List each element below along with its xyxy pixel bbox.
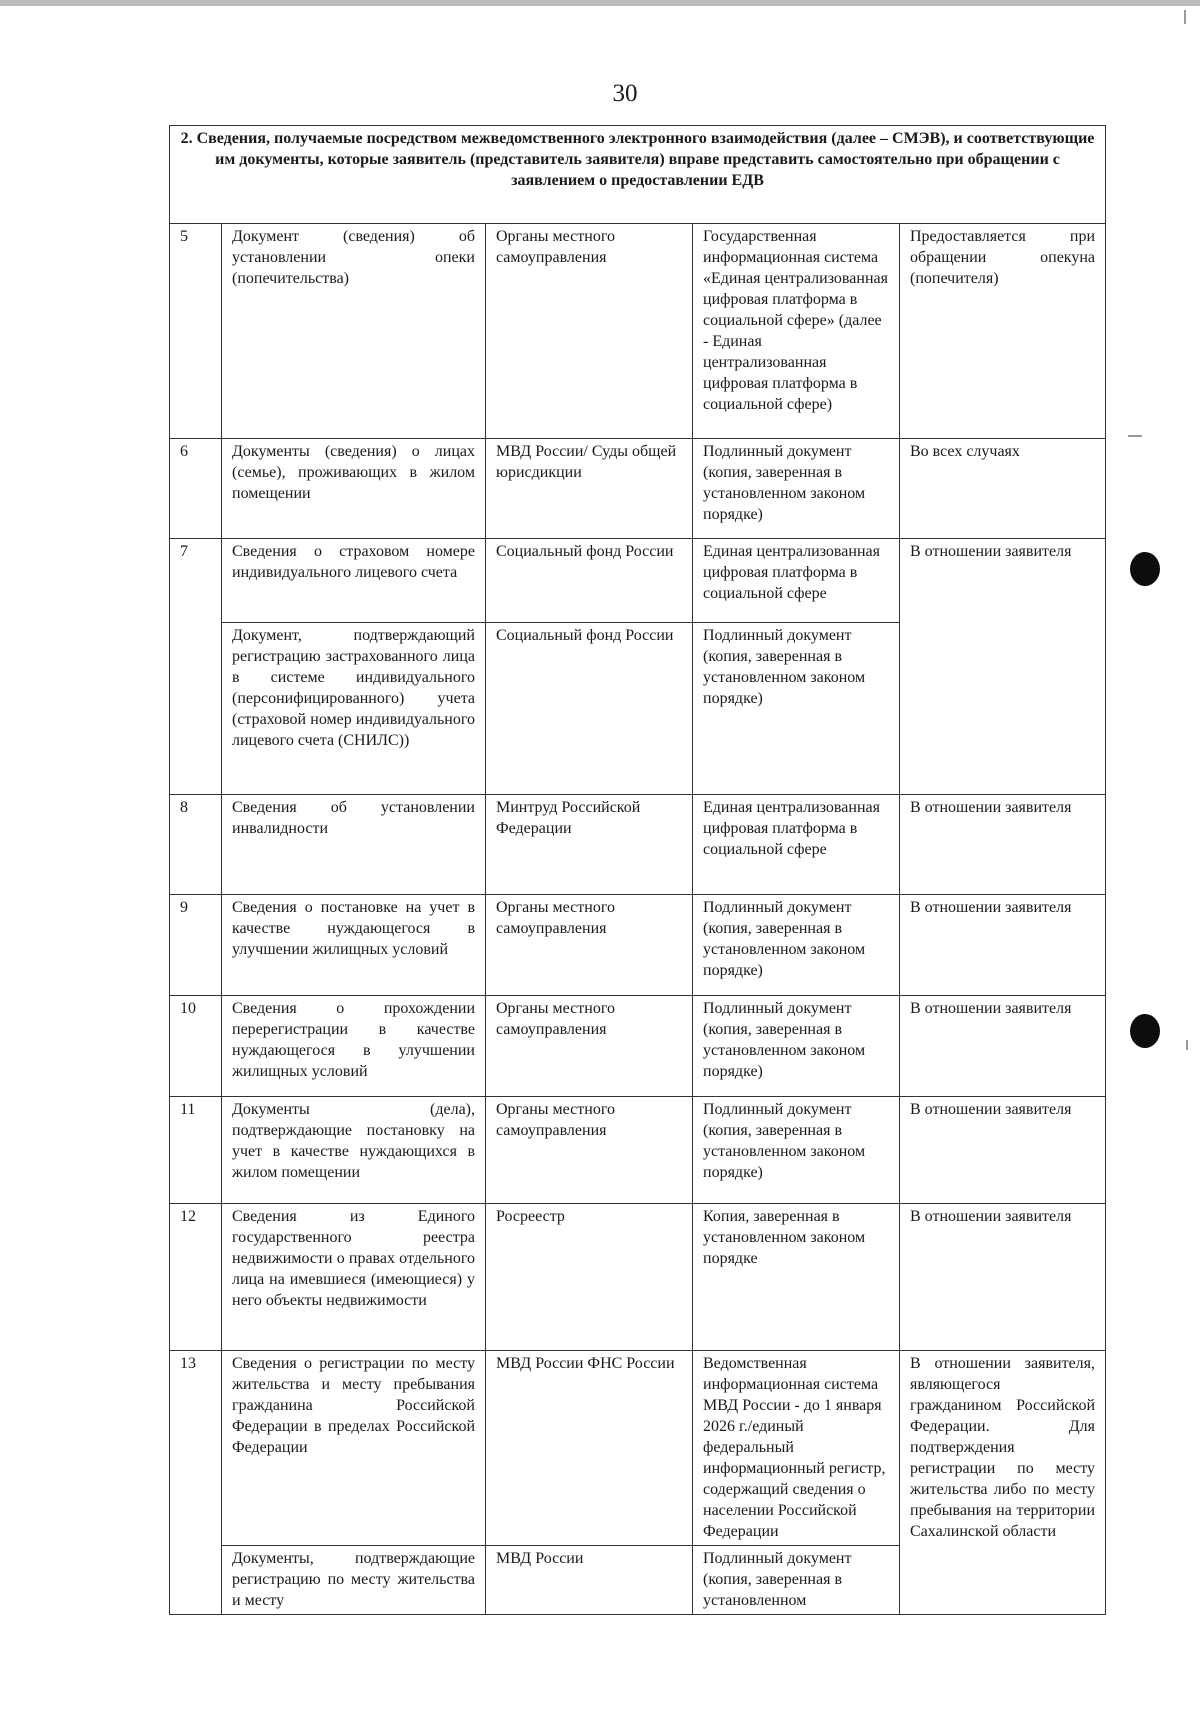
organization-cell: Росреестр <box>486 1204 693 1351</box>
source-cell: Подлинный документ (копия, заверенная в установленном законом порядке) <box>693 1097 900 1204</box>
document-cell: Сведения о страховом номере индивидуального лицевого счета <box>222 539 486 623</box>
table-row <box>170 895 1106 996</box>
source-cell: Подлинный документ (копия, заверенная в установленном законом порядке) <box>693 996 900 1097</box>
organization-cell: Социальный фонд России <box>486 623 693 795</box>
organization-cell: МВД России <box>486 1546 693 1615</box>
punch-hole <box>1130 1014 1160 1048</box>
row-number: 12 <box>170 1204 222 1351</box>
document-cell: Сведения о постановке на учет в качестве нуждающегося в улучшении жилищных условий <box>222 895 486 996</box>
note-cell: В отношении заявителя <box>900 1204 1106 1351</box>
document-cell: Документы (дела), подтверждающие постановку на учет в качестве нуждающихся в жилом помещении <box>222 1097 486 1204</box>
table-row <box>170 539 1106 623</box>
document-cell: Документ (сведения) об установлении опеки (попечительства) <box>222 224 486 439</box>
row-number: 5 <box>170 224 222 439</box>
document-cell: Документ, подтверждающий регистрацию застрахованного лица в системе индивидуального (персонифицированного) учета (страховой номер индивидуального лицевого счета (СНИЛС)) <box>222 623 486 795</box>
table-row <box>170 224 1106 439</box>
document-cell: Документы, подтверждающие регистрацию по месту жительства и месту <box>222 1546 486 1615</box>
source-cell: Подлинный документ (копия, заверенная в установленном законом порядке) <box>693 439 900 539</box>
section-header: 2. Сведения, получаемые посредством межведомственного электронного взаимодействия (далее – СМЭВ), и соответствующие им документы, которые заявитель (представитель заявителя) вправе представить самостоятельно при обращении с заявлением о предоставлении ЕДВ <box>170 126 1106 224</box>
organization-cell: МВД России ФНС России <box>486 1351 693 1546</box>
document-cell: Сведения из Единого государственного реестра недвижимости о правах отдельного лица на имевшиеся (имеющиеся) у него объекты недвижимости <box>222 1204 486 1351</box>
organization-cell: МВД России/ Суды общей юрисдикции <box>486 439 693 539</box>
row-number: 7 <box>170 539 222 795</box>
scan-mark <box>1128 435 1142 437</box>
organization-cell: Органы местного самоуправления <box>486 224 693 439</box>
document-cell: Документы (сведения) о лицах (семье), проживающих в жилом помещении <box>222 439 486 539</box>
section-header-row <box>170 126 1106 224</box>
document-cell: Сведения о прохождении перерегистрации в качестве нуждающегося в улучшении жилищных условий <box>222 996 486 1097</box>
row-number: 6 <box>170 439 222 539</box>
table-row <box>170 795 1106 895</box>
source-cell: Подлинный документ (копия, заверенная в установленном законом порядке) <box>693 895 900 996</box>
note-cell: Во всех случаях <box>900 439 1106 539</box>
table-row <box>170 1351 1106 1546</box>
note-cell: В отношении заявителя <box>900 795 1106 895</box>
note-cell: В отношении заявителя <box>900 1097 1106 1204</box>
note-cell: Предоставляется при обращении опекуна (попечителя) <box>900 224 1106 439</box>
table-row <box>170 1097 1106 1204</box>
source-cell: Подлинный документ (копия, заверенная в установленном <box>693 1546 900 1615</box>
row-number: 10 <box>170 996 222 1097</box>
organization-cell: Органы местного самоуправления <box>486 895 693 996</box>
page-number: 30 <box>612 80 638 107</box>
documents-table <box>169 125 1106 1615</box>
row-number: 11 <box>170 1097 222 1204</box>
source-cell: Единая централизованная цифровая платформа в социальной сфере <box>693 539 900 623</box>
organization-cell: Органы местного самоуправления <box>486 1097 693 1204</box>
note-cell: В отношении заявителя, являющегося гражданином Российской Федерации. Для подтверждения регистрации по месту жительства либо по месту пребывания на территории Сахалинской области <box>900 1351 1106 1615</box>
scan-top-border <box>0 0 1200 6</box>
scan-mark <box>1184 10 1186 24</box>
row-number: 8 <box>170 795 222 895</box>
organization-cell: Социальный фонд России <box>486 539 693 623</box>
table-row <box>170 439 1106 539</box>
source-cell: Ведомственная информационная система МВД России - до 1 января 2026 г./единый федеральный информационный регистр, содержащий сведения о населении Российской Федерации <box>693 1351 900 1546</box>
table-row <box>170 1204 1106 1351</box>
source-cell: Единая централизованная цифровая платформа в социальной сфере <box>693 795 900 895</box>
source-cell: Копия, заверенная в установленном законом порядке <box>693 1204 900 1351</box>
organization-cell: Минтруд Российской Федерации <box>486 795 693 895</box>
note-cell: В отношении заявителя <box>900 895 1106 996</box>
table-row <box>170 996 1106 1097</box>
source-cell: Подлинный документ (копия, заверенная в установленном законом порядке) <box>693 623 900 795</box>
document-cell: Сведения об установлении инвалидности <box>222 795 486 895</box>
source-cell: Государственная информационная система «Единая централизованная цифровая платформа в социальной сфере» (далее - Единая централизованная цифровая платформа в социальной сфере) <box>693 224 900 439</box>
document-cell: Сведения о регистрации по месту жительства и месту пребывания гражданина Российской Федерации в пределах Российской Федерации <box>222 1351 486 1546</box>
row-number: 13 <box>170 1351 222 1615</box>
organization-cell: Органы местного самоуправления <box>486 996 693 1097</box>
note-cell: В отношении заявителя <box>900 539 1106 795</box>
scan-mark <box>1186 1040 1188 1050</box>
note-cell: В отношении заявителя <box>900 996 1106 1097</box>
row-number: 9 <box>170 895 222 996</box>
punch-hole <box>1130 552 1160 586</box>
